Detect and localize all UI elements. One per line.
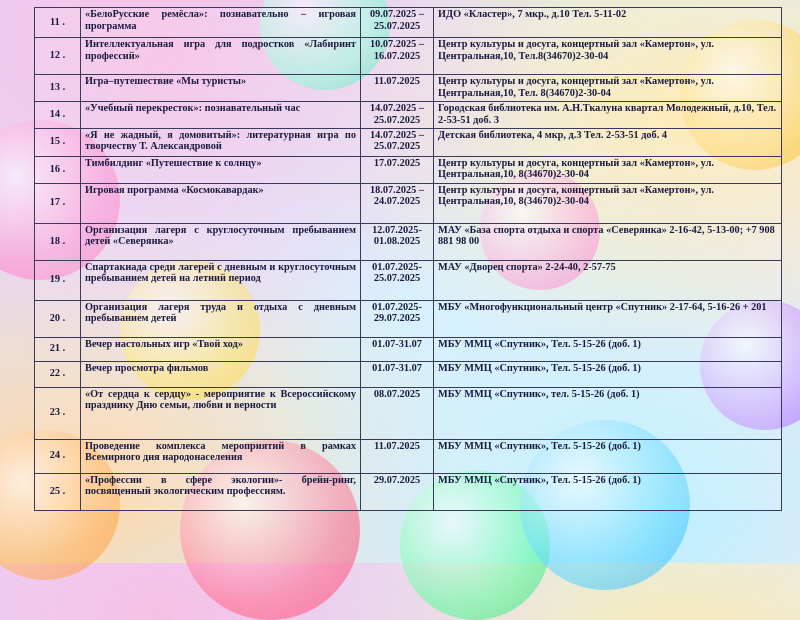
event-date: 29.07.2025 [361,473,434,510]
event-place: МБУ ММЦ «Спутник», Тел. 5-15-26 (доб. 1) [434,337,782,361]
row-number: 13 . [35,75,81,102]
row-number: 22 . [35,361,81,387]
table-row [35,337,782,361]
table-row [35,75,782,102]
event-name: «От сердца к сердцу» - мероприятие к Всероссийскому празднику Дню семьи, любви и верности [81,387,361,439]
event-date: 01.07.2025- 25.07.2025 [361,260,434,300]
event-place: МАУ «База спорта отдыха и спорта «Северянка» 2-16-42, 5-13-00; +7 908 881 98 00 [434,223,782,260]
events-table [34,7,782,511]
table-row [35,473,782,510]
event-place: Городская библиотека им. А.Н.Ткалуна квартал Молодежный, д.10, Тел. 2-53-51 доб. 3 [434,102,782,129]
row-number: 14 . [35,102,81,129]
event-date: 01.07-31.07 [361,361,434,387]
event-name: Спартакиада среди лагерей с дневным и круглосуточным пребыванием детей на летний период [81,260,361,300]
table-row [35,439,782,473]
event-place: МБУ ММЦ «Спутник», Тел. 5-15-26 (доб. 1) [434,361,782,387]
event-name: Игровая программа «Космокавардак» [81,183,361,223]
row-number: 16 . [35,156,81,183]
row-number: 21 . [35,337,81,361]
event-place: Центр культуры и досуга, концертный зал «Камертон», ул. Центральная,10, Тел. 8(34670)2-30-04 [434,75,782,102]
row-number: 19 . [35,260,81,300]
row-number: 12 . [35,38,81,75]
event-date: 09.07.2025 – 25.07.2025 [361,8,434,38]
event-name: «Я не жадный, я домовитый»: литературная игра по творчеству Т. Александровой [81,128,361,156]
event-name: Вечер настольных игр «Твой ход» [81,337,361,361]
table-row [35,183,782,223]
row-number: 20 . [35,300,81,337]
table-row [35,387,782,439]
row-number: 17 . [35,183,81,223]
table-row [35,8,782,38]
event-name: Вечер просмотра фильмов [81,361,361,387]
event-name: Интеллектуальная игра для подростков «Лабиринт профессий» [81,38,361,75]
table-row [35,260,782,300]
event-name: Организация лагеря труда и отдыха с дневным пребыванием детей [81,300,361,337]
event-date: 14.07.2025 – 25.07.2025 [361,128,434,156]
table-row [35,223,782,260]
event-date: 01.07-31.07 [361,337,434,361]
event-date: 17.07.2025 [361,156,434,183]
table-row [35,361,782,387]
row-number: 11 . [35,8,81,38]
event-place: Детская библиотека, 4 мкр, д.3 Тел. 2-53-51 доб. 4 [434,128,782,156]
event-place: Центр культуры и досуга, концертный зал «Камертон», ул. Центральная,10, Тел.8(34670)2-30-04 [434,38,782,75]
event-name: «Учебный перекресток»: познавательный час [81,102,361,129]
event-date: 01.07.2025- 29.07.2025 [361,300,434,337]
event-name: Организация лагеря с круглосуточным пребыванием детей «Северянка» [81,223,361,260]
event-name: Тимбилдинг «Путешествие к солнцу» [81,156,361,183]
event-date: 11.07.2025 [361,439,434,473]
row-number: 18 . [35,223,81,260]
event-name: Проведение комплекса мероприятий в рамках Всемирного дня народонаселения [81,439,361,473]
event-name: «БелоРусские ремёсла»: познавательно – игровая программа [81,8,361,38]
event-place: ИДО «Кластер», 7 мкр., д.10 Тел. 5-11-02 [434,8,782,38]
table-row [35,128,782,156]
event-date: 12.07.2025- 01.08.2025 [361,223,434,260]
event-date: 14.07.2025 – 25.07.2025 [361,102,434,129]
event-place: МБУ «Многофункциональный центр «Спутник» 2-17-64, 5-16-26 + 201 [434,300,782,337]
event-name: Игра–путешествие «Мы туристы» [81,75,361,102]
table-row [35,38,782,75]
table-row [35,156,782,183]
event-date: 08.07.2025 [361,387,434,439]
event-place: МБУ ММЦ «Спутник», тел. 5-15-26 (доб. 1) [434,387,782,439]
event-place: МБУ ММЦ «Спутник», Тел. 5-15-26 (доб. 1) [434,439,782,473]
table-row [35,300,782,337]
event-name: «Профессии в сфере экологии»- брейн-ринг, посвященный экологическим профессиям. [81,473,361,510]
event-date: 10.07.2025 – 16.07.2025 [361,38,434,75]
row-number: 15 . [35,128,81,156]
event-date: 18.07.2025 – 24.07.2025 [361,183,434,223]
event-place: МБУ ММЦ «Спутник», Тел. 5-15-26 (доб. 1) [434,473,782,510]
event-place: Центр культуры и досуга, концертный зал «Камертон», ул. Центральная,10, 8(34670)2-30-04 [434,156,782,183]
row-number: 24 . [35,439,81,473]
table-row [35,102,782,129]
event-date: 11.07.2025 [361,75,434,102]
row-number: 25 . [35,473,81,510]
row-number: 23 . [35,387,81,439]
event-place: Центр культуры и досуга, концертный зал «Камертон», ул. Центральная,10, 8(34670)2-30-04 [434,183,782,223]
event-place: МАУ «Дворец спорта» 2-24-40, 2-57-75 [434,260,782,300]
